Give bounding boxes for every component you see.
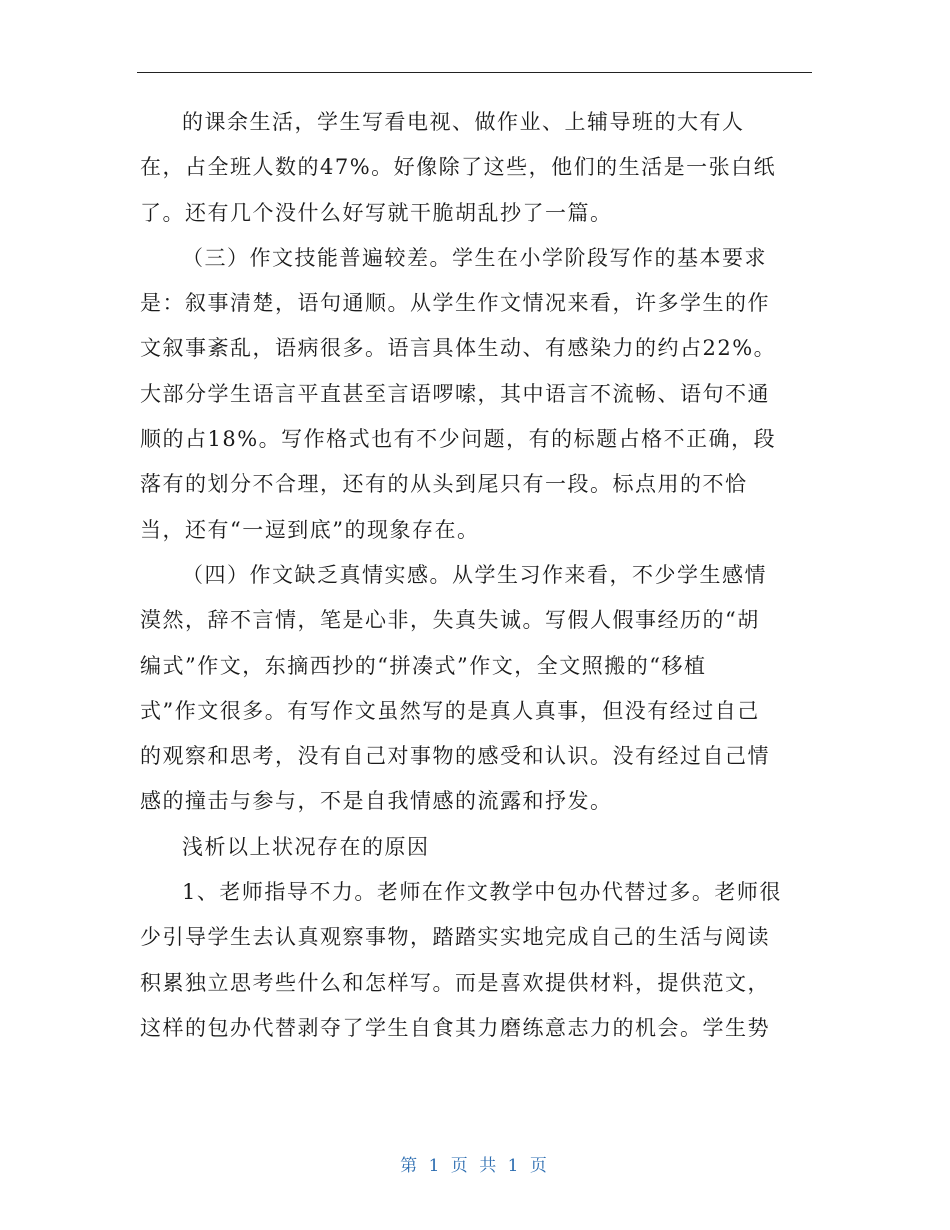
text-line: 顺的占18%。写作格式也有不少问题，有的标题占格不正确，段 [140,427,777,452]
text-line: 大部分学生语言平直甚至言语啰嗦，其中语言不流畅、语句不通 [140,381,770,406]
text-line: 文叙事紊乱，语病很多。语言具体生动、有感染力的约占22%。 [140,336,777,361]
document-body [140,100,810,1051]
text-line: 落有的划分不合理，还有的从头到尾只有一段。标点用的不恰 [140,472,748,497]
text-line: 的观察和思考，没有自己对事物的感受和认识。没有经过自己情 [140,744,770,769]
text-line: 漠然，辞不言情，笔是心非，失真失诚。写假人假事经历的“胡 [140,608,760,633]
text-line: 在，占全班人数的47%。好像除了这些，他们的生活是一张白纸 [140,155,777,180]
text-line: 的课余生活，学生写看电视、做作业、上辅导班的大有人 [182,110,745,134]
text-line: 感的撞击与参与，不是自我情感的流露和抒发。 [140,789,613,814]
text-line: 1、老师指导不力。老师在作文教学中包办代替过多。老师很 [182,880,782,905]
text-line: 这样的包办代替剥夺了学生自食其力磨练意志力的机会。学生势 [140,1015,770,1040]
text-line: 当，还有“一逗到底”的现象存在。 [140,517,480,542]
text-line: 是：叙事清楚，语句通顺。从学生作文情况来看，许多学生的作 [140,291,770,316]
text-line: （四）作文缺乏真情实感。从学生习作来看，不少学生感情 [182,562,767,587]
section-heading: 浅析以上状况存在的原因 [182,834,430,859]
page-footer: 第 1 页 共 1 页 [400,1156,550,1176]
text-line: 积累独立思考些什么和怎样写。而是喜欢提供材料，提供范文， [140,970,770,995]
text-line: 了。还有几个没什么好写就干脆胡乱抄了一篇。 [140,200,613,225]
text-line: （三）作文技能普遍较差。学生在小学阶段写作的基本要求 [182,245,767,270]
header-rule [137,72,812,73]
text-line: 式”作文很多。有写作文虽然写的是真人真事，但没有经过自己 [140,698,760,723]
text-line: 少引导学生去认真观察事物，踏踏实实地完成自己的生活与阅读 [140,925,770,950]
text-line: 编式”作文，东摘西抄的“拼凑式”作文，全文照搬的“移植 [140,653,707,678]
